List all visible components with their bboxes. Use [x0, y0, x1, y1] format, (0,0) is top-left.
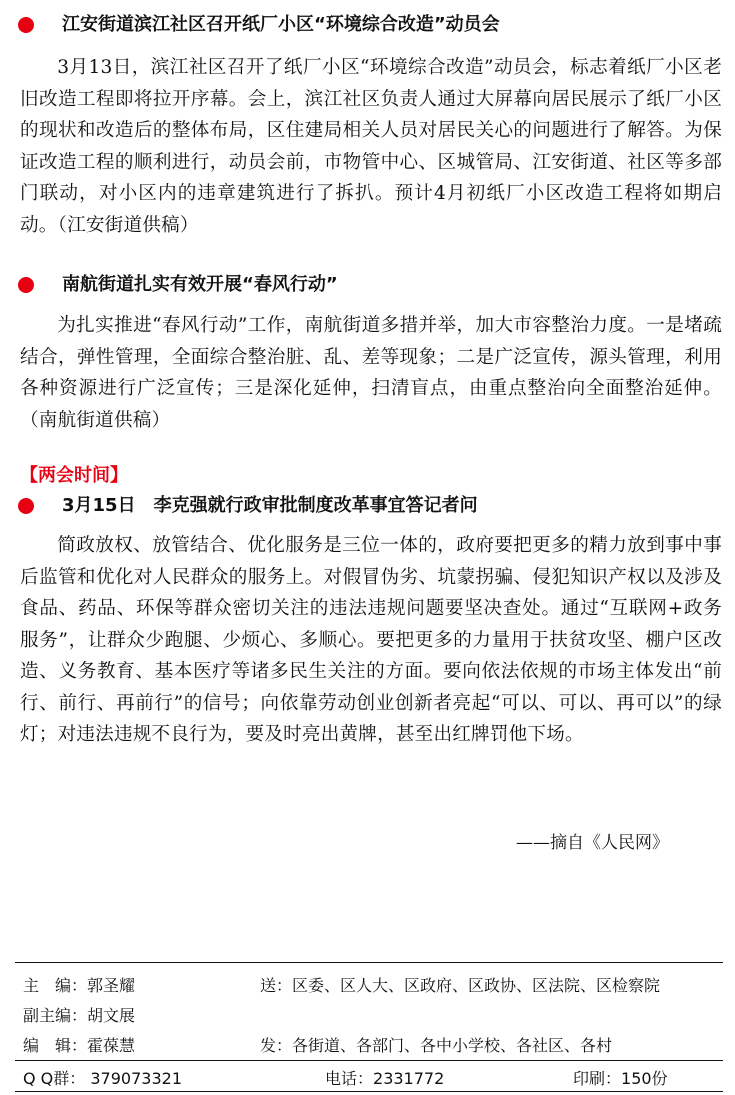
article-title-text: 3月15日 李克强就行政审批制度改革事宜答记者问: [62, 495, 478, 516]
article-title-text: 南航街道扎实有效开展“春风行动”: [62, 274, 338, 295]
red-bullet-icon: [18, 17, 34, 33]
article-body-lianghui: 简政放权、放管结合、优化服务是三位一体的，政府要把更多的精力放到事中事后监管和优化对人民群众的服务上。对假冒伪劣、坑蒙拐骗、侵犯知识产权以及涉及食品、药品、环保等群众密切关注的违法违规问题要坚决查处。通过“互联网+政务服务”，让群众少跑腿、少烦心、多顺心。要把更多的力量用于扶贫攻坚、棚户区改造、义务教育、基本医疗等诸多民生关注的方面。要向依法依规的市场主体发出“前行、前行、再前行”的信号；向依靠劳动创业创新者亮起“可以、可以、再可以”的绿灯；对违法违规不良行为，要及时亮出黄牌，甚至出红牌罚他下场。: [20, 535, 722, 745]
footer-bottom-rule: [15, 1091, 723, 1092]
footer-distribute-to: 发：各街道、各部门、各中小学校、各社区、各村: [260, 1036, 613, 1055]
footer-compiler: 编 辑：霍葆慧: [23, 1036, 136, 1055]
article-title-jiangan: [62, 13, 500, 37]
footer-qq: Q Q群： 379073321: [23, 1069, 182, 1088]
article-title-text: 江安街道滨江社区召开纸厂小区“环境综合改造”动员会: [62, 14, 500, 35]
article-title-nanhang: [62, 273, 338, 297]
footer-phone: 电话：2331772: [325, 1069, 445, 1088]
red-bullet-icon: [18, 277, 34, 293]
red-bullet-icon: [18, 498, 34, 514]
footer-print: 印刷：150份: [573, 1069, 668, 1088]
article-source: ——摘自《人民网》: [516, 833, 669, 853]
footer-deputy-editor: 副主编：胡文展: [23, 1006, 136, 1025]
footer-mid-rule: [15, 1060, 723, 1061]
article-title-lianghui: [62, 494, 478, 518]
footer-send-to: 送：区委、区人大、区政府、区政协、区法院、区检察院: [260, 976, 661, 995]
footer-editor: 主 编：郭圣耀: [23, 976, 136, 995]
article-body-nanhang: 为扎实推进“春风行动”工作，南航街道多措并举，加大市容整治力度。一是堵疏结合，弹性管理，全面综合整治脏、乱、差等现象；二是广泛宣传，源头管理，利用各种资源进行广泛宣传；三是深化延伸，扫清盲点，由重点整治向全面整治延伸。（南航街道供稿）: [20, 315, 722, 431]
article-body-jiangan: 3月13日，滨江社区召开了纸厂小区“环境综合改造”动员会，标志着纸厂小区老旧改造工程即将拉开序幕。会上，滨江社区负责人通过大屏幕向居民展示了纸厂小区的现状和改造后的整体布局，区住建局相关人员对居民关心的问题进行了解答。为保证改造工程的顺利进行，动员会前，市物管中心、区城管局、江安街道、社区等多部门联动，对小区内的违章建筑进行了拆扒。预计4月初纸厂小区改造工程将如期启动。（江安街道供稿）: [20, 57, 722, 236]
footer-top-rule: [15, 962, 723, 963]
section-label-lianghui: 【两会时间】: [20, 465, 128, 486]
